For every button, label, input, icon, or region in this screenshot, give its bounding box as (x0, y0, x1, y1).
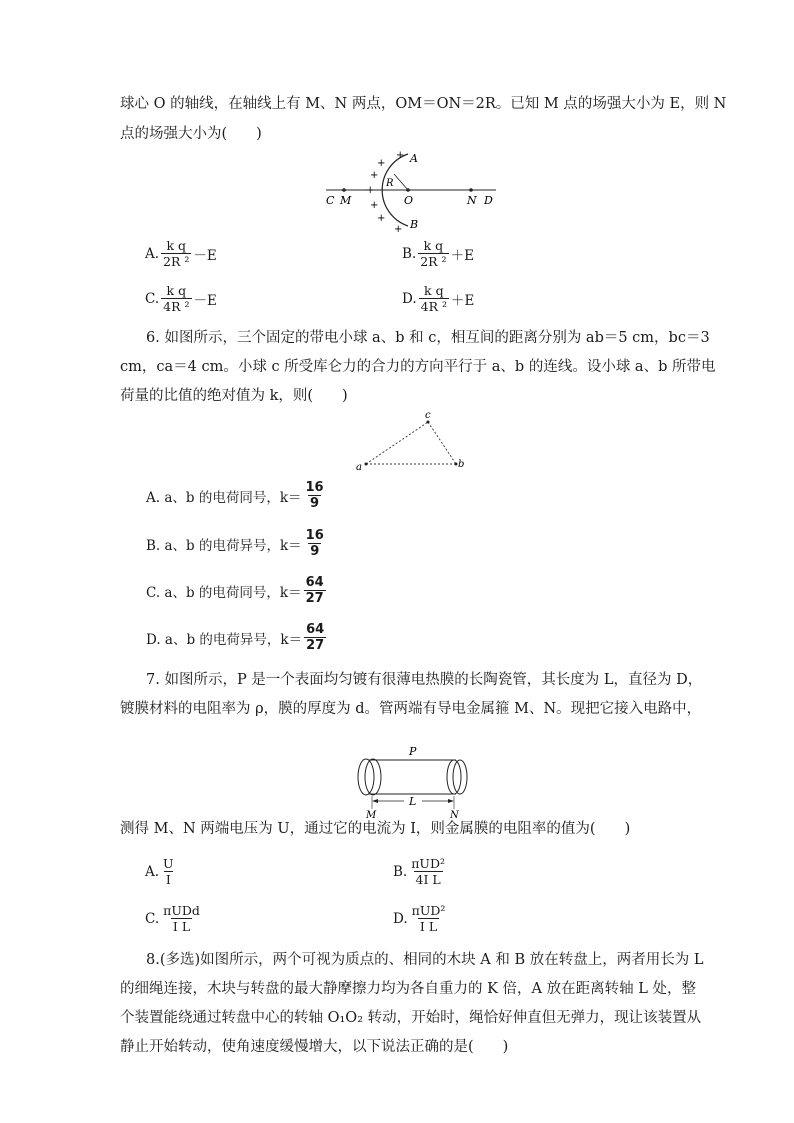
q6-text-line1: 6. 如图所示，三个固定的带电小球 a、b 和 c，相互间的距离分别为 ab＝5 cm，bc＝3 (146, 330, 710, 346)
q7-option-b[interactable]: B. $\frac{\text{πUD²}}{\text{4I L}}$ (393, 856, 446, 887)
q8-text-line3: 个装置能绕通过转盘中心的转轴 O₁O₂ 转动，开始时，绳恰好伸直但无弹力，现让该装置从 (120, 1010, 702, 1026)
q5-option-c[interactable]: C. $\frac{\text{k q}}{\text{4R ²}}$ －E (145, 283, 217, 314)
label-R: R (386, 178, 394, 189)
plus-sign: + (366, 185, 375, 196)
q6-triangle-figure (350, 408, 470, 472)
label-b: b (458, 459, 465, 470)
label-C: C (326, 194, 335, 207)
label-N: N (467, 194, 477, 207)
label-O: O (404, 194, 414, 207)
label-B: B (410, 218, 419, 231)
label-P: P (409, 745, 417, 758)
q7-option-d[interactable]: D. $\frac{\text{πUD²}}{\text{I L}}$ (393, 903, 446, 934)
label-L: L (409, 795, 417, 808)
q6-option-c[interactable]: C. a、b 的电荷同号，k＝ $\frac{64}{27}$ (146, 575, 324, 606)
label-D: D (484, 194, 493, 207)
q7-text-line2: 镀膜材料的电阻率为 ρ，膜的厚度为 d。管两端有导电金属箍 M、N。现把它接入电路中， (120, 701, 702, 717)
plus-sign: + (396, 150, 405, 161)
q8-text-line4: 静止开始转动，使角速度缓慢增大，以下说法正确的是( ) (120, 1039, 509, 1055)
q7-text-line3: 测得 M、N 两端电压为 U，通过它的电流为 I，则金属膜的电阻率的值为( ) (120, 821, 631, 837)
q7-option-c[interactable]: C. $\frac{\text{πUDd}}{\text{I L}}$ (145, 903, 200, 934)
q6-option-a[interactable]: A. a、b 的电荷同号，k＝ $\frac{16}{9}$ (146, 480, 324, 511)
q6-text-line3: 荷量的比值的绝对值为 k，则( ) (120, 388, 348, 404)
plus-sign: + (377, 213, 386, 224)
label-M: M (366, 810, 377, 820)
q5-option-d[interactable]: D. $\frac{\text{k q}}{\text{4R ²}}$ ＋E (402, 283, 475, 314)
q6-option-b[interactable]: B. a、b 的电荷异号，k＝ $\frac{16}{9}$ (146, 528, 324, 559)
label-M: M (340, 194, 352, 207)
label-A: A (410, 152, 418, 165)
q7-text-line1: 7. 如图所示，P 是一个表面均匀镀有很薄电热膜的长陶瓷管，其长度为 L，直径为 D， (146, 672, 703, 688)
q7-option-a[interactable]: A. $\frac{U}{I}$ (145, 856, 174, 887)
plus-sign: + (370, 170, 379, 181)
q8-text-line2: 的细绳连接，木块与转盘的最大静摩擦力均为各自重力的 K 倍，A 放在距离转轴 L 处，整 (120, 981, 696, 997)
label-N: N (450, 810, 459, 820)
q8-text-line1: 8.(多选)如图所示，两个可视为质点的、相同的木块 A 和 B 放在转盘上，两者用长为 L (146, 952, 704, 968)
q5-hemisphere-figure (318, 148, 504, 234)
q5-text-line2: 点的场强大小为( ) (120, 126, 262, 142)
plus-sign: + (377, 158, 386, 169)
q7-ceramic-tube-figure (352, 744, 478, 820)
q6-option-d[interactable]: D. a、b 的电荷异号，k＝ $\frac{64}{27}$ (146, 622, 325, 653)
label-a: a (356, 462, 362, 472)
q5-text-line1: 球心 O 的轴线，在轴线上有 M、N 两点，OM＝ON＝2R。已知 M 点的场强大小为 E，则 N (120, 96, 727, 112)
plus-sign: + (394, 224, 403, 234)
q5-option-a[interactable]: A. $\frac{\text{k q}}{\text{2R ²}}$ －E (145, 238, 217, 269)
plus-sign: + (370, 200, 379, 211)
label-c: c (425, 410, 431, 421)
q6-text-line2: cm，ca＝4 cm。小球 c 所受库仑力的合力的方向平行于 a、b 的连线。设小球 a、b 所带电 (120, 359, 716, 375)
q5-option-b[interactable]: B. $\frac{\text{k q}}{\text{2R ²}}$ ＋E (402, 238, 474, 269)
